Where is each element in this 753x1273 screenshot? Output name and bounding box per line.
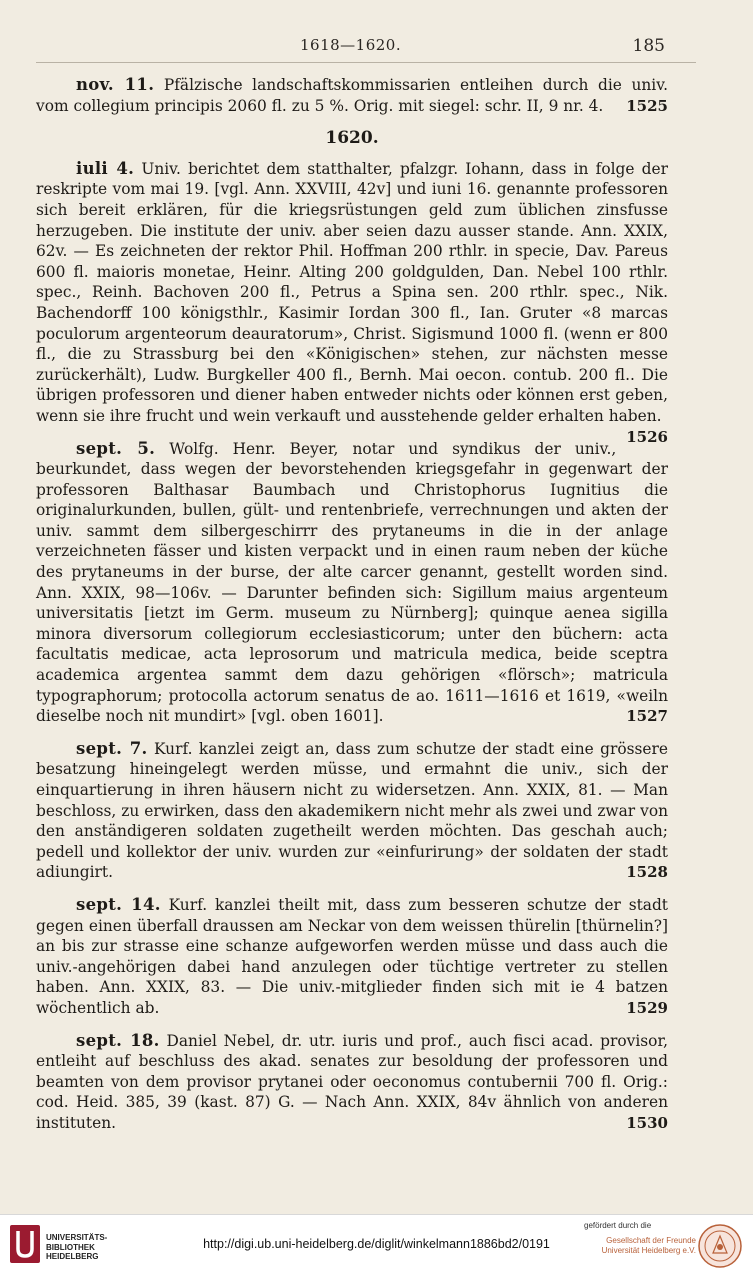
entry-1527 bbox=[36, 439, 668, 727]
header-year-range: 1618—1620. bbox=[300, 36, 402, 54]
entry-number: 1527 bbox=[626, 707, 668, 726]
entry-number: 1528 bbox=[626, 863, 668, 882]
entry-date: nov. 11. bbox=[76, 75, 155, 94]
entry-text: Daniel Nebel, dr. utr. iuris und prof., auch fisci acad. provisor, entleiht auf beschluss des akad. senates zur besoldung der professoren und beamten von dem provisor prytanei oder oeconomus contubernii 700 fl. Orig.: cod. Heid. 385, 39 (kast. 87) G. — Nach Ann. XXIX, 84v ähnlich von anderen instituten. bbox=[36, 1031, 668, 1132]
entry-1526 bbox=[36, 158, 668, 446]
sponsor-name bbox=[586, 1236, 696, 1256]
entry-number: 1526 bbox=[626, 427, 668, 446]
entry-date: sept. 5. bbox=[76, 438, 156, 458]
entry-text: Kurf. kanzlei zeigt an, dass zum schutze der stadt eine grössere besatzung hineingelegt werden müsse, und ermahnt die univ., sich der einquartierung in ihren häusern nicht zu widersetzen. Ann. XXIX, 81. — Man beschloss, zu erwirken, dass den akademikern nicht mehr als zwei und zwar von den anständigeren soldaten zugetheilt werden möchten. Das geschah auch; pedell und kollektor der univ. wurden zur «einfurirung» der soldaten der stadt adiungirt. bbox=[36, 739, 668, 882]
entry-text: Univ. berichtet dem statthalter, pfalzgr. Iohann, dass in folge der reskripte vom mai 19. [vgl. Ann. XXVIII, 42v] und iuni 16. genannte professoren sich bereit erklären, für die kriegsrüstungen geld zum üblichen zinsfusse herzugeben. Die institute der univ. aber seien dazu ausser stande. Ann. XXIX, 62v. — Es zeichneten der rektor Phil. Hoffman 200 rthlr. in specie, Dav. Pareus 600 fl. maioris monetae, Heinr. Alting 200 goldgulden, Dan. Nebel 100 rthlr. spec., Reinh. Bachoven 200 fl., Petrus a Spina sen. 200 rthlr. spec., Nik. Bachendorff 100 königsthlr., Kasimir Iordan 300 fl., Ian. Gruter «8 marcas poculorum argenteorum deauratorum», Christ. Sigismund 1000 fl. (wenn er 800 fl., die zu Strassburg bei den «Königischen» stehen, zur nächsten messe zurückerhält), Ludw. Burgkeller 400 fl., Bernh. Mai oecon. contub. 200 fl.. Die übrigen professoren und diener haben entweder nichts oder können erst geben, wenn sie ihre frucht und wein verkauft und ausstehende gelder erhalten haben. bbox=[36, 159, 668, 425]
entry-text: Wolfg. Henr. Beyer, notar und syndikus der univ., beurkundet, dass wegen der bevorstehenden kriegsgefahr in gegenwart der professoren Balthasar Baumbach und Christophorus Iugnitius die originalurkunden, bullen, gült- und rentenbriefe, verrechnungen und akten der univ. sammt dem silbergeschirrr des prytaneums in die in der anlage verzeichneten fässer und kisten verpackt und in einen raum neben der küche des prytaneums in der burse, der alte carcer genannt, gestellt worden sind. Ann. XXIX, 98—106v. — Darunter befinden sich: Sigillum maius argenteum universitatis [ietzt im Germ. museum zu Nürnberg]; quinque aenea sigilla minora diversorum collegiorum ecclesiasticorum; unter den büchern: acta facultatis medicae, acta leprosorum und matricula medica, beide sceptra academica argentea sammt dem dazu gehörigen «flörsch»; matricula typographorum; protocolla actorum senatus de ao. 1611—1616 et 1619, «weiln dieselbe noch nit mundirt» [vgl. oben 1601]. bbox=[36, 439, 668, 726]
entry-date: sept. 18. bbox=[76, 1030, 160, 1050]
year-heading: 1620. bbox=[325, 128, 379, 149]
entry-1529 bbox=[36, 895, 668, 1019]
library-name-line: UNIVERSITÄTS- bbox=[46, 1233, 108, 1242]
entry-date: iuli 4. bbox=[76, 158, 135, 178]
entry-number: 1525 bbox=[626, 96, 668, 115]
viewer-footer bbox=[0, 1214, 753, 1273]
entry-date: sept. 7. bbox=[76, 738, 148, 758]
header-divider bbox=[36, 62, 696, 63]
permalink-url[interactable]: http://digi.ub.uni-heidelberg.de/diglit/winkelmann1886bd2/0191 bbox=[203, 1237, 550, 1251]
document-body bbox=[36, 75, 668, 1146]
entry-text: Pfälzische landschaftskommissarien entleihen durch die univ. vom collegium principis 2060 fl. zu 5 %. Orig. mit siegel: schr. II, 9 nr. 4. bbox=[36, 76, 668, 115]
sponsor-name-line: Universität Heidelberg e.V. bbox=[601, 1246, 696, 1255]
entry-text: Kurf. kanzlei theilt mit, dass zum besseren schutze der stadt gegen einen überfall draussen am Neckar von dem weissen thürelin [thürnelin?] an bis zur strasse eine schanze aufgeworfen werden müsse und dass auch die univ.-angehörigen dabei hand anzulegen oder tüchtige vertreter zu stellen haben. Ann. XXIX, 83. — Die univ.-mitglieder finden sich mit ie 4 batzen wöchentlich ab. bbox=[36, 895, 668, 1017]
entry-date: sept. 14. bbox=[76, 894, 161, 914]
entry-number: 1530 bbox=[626, 1113, 668, 1132]
library-name-line: BIBLIOTHEK bbox=[46, 1242, 95, 1252]
library-name-line: HEIDELBERG bbox=[46, 1252, 99, 1261]
sponsor-name-line: Gesellschaft der Freunde bbox=[606, 1236, 696, 1245]
page-number: 185 bbox=[632, 36, 665, 56]
entry-number: 1529 bbox=[626, 998, 668, 1017]
entry-1528 bbox=[36, 739, 668, 883]
running-header bbox=[0, 36, 753, 58]
funded-by-label: gefördert durch die bbox=[584, 1221, 652, 1230]
entry-1525 bbox=[36, 75, 668, 116]
entry-1530 bbox=[36, 1031, 668, 1134]
university-seal-icon[interactable] bbox=[697, 1223, 743, 1269]
